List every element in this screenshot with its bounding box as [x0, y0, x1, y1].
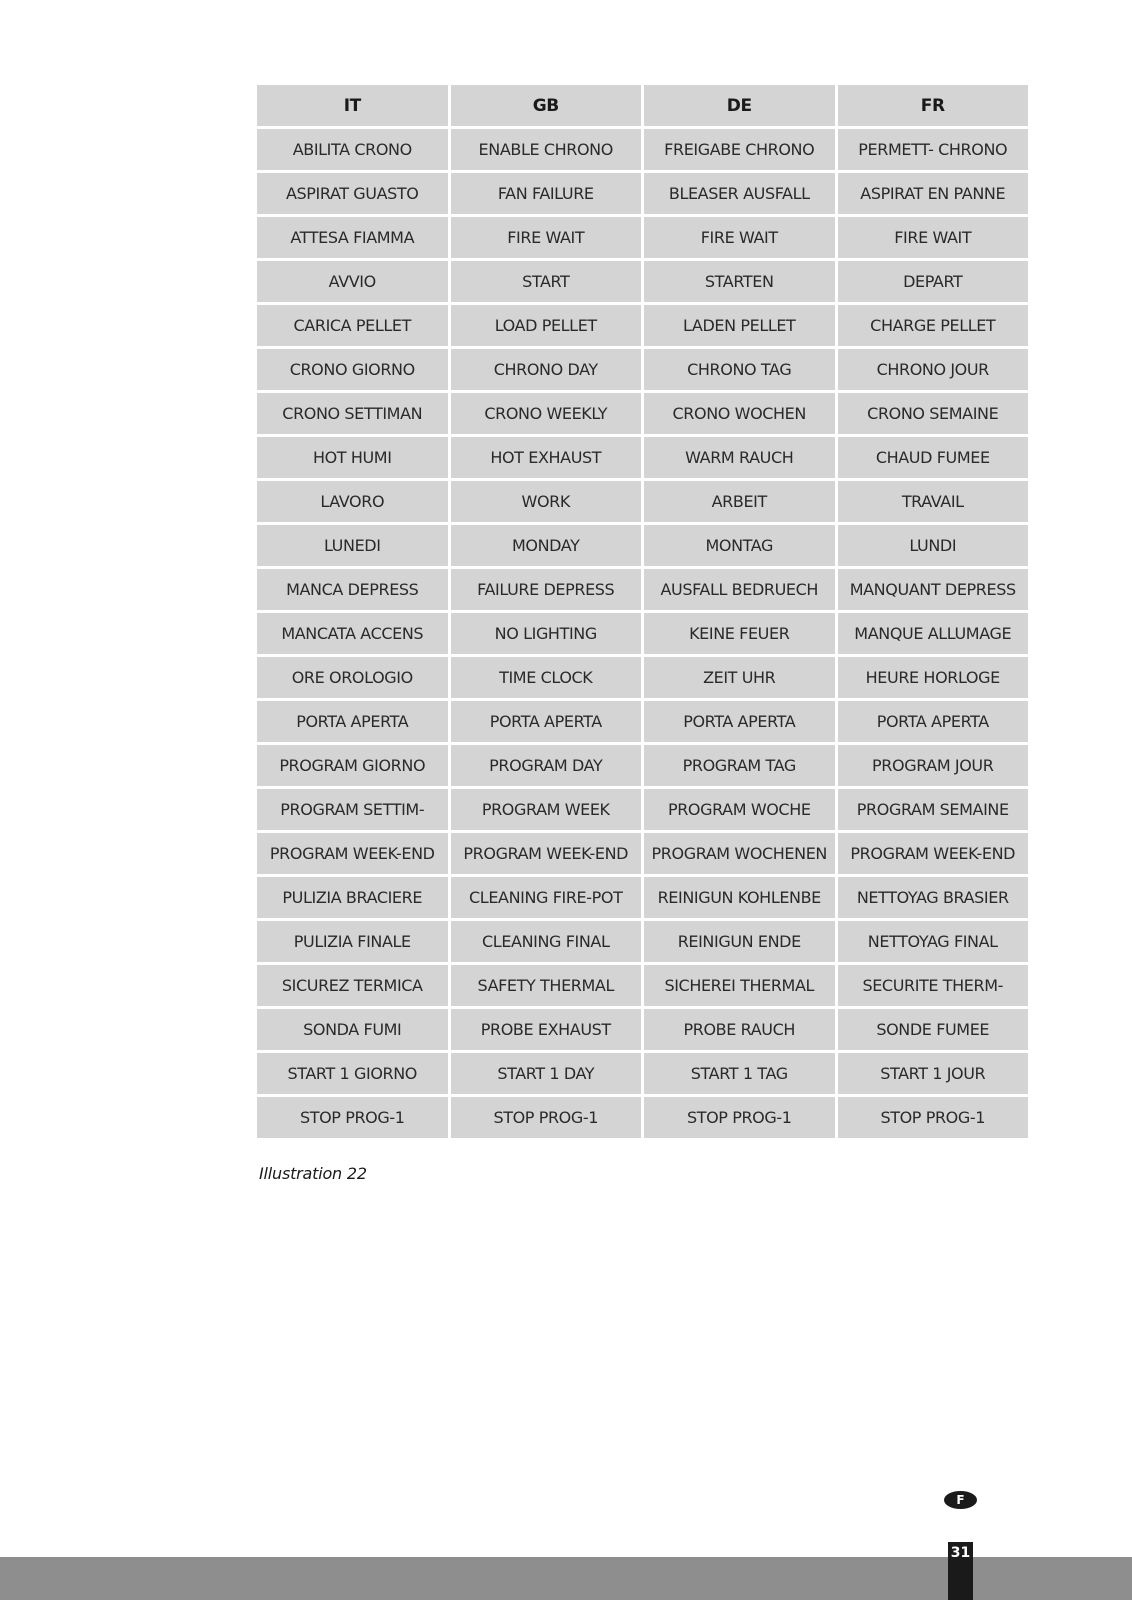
cell-de: PORTA APERTA	[644, 701, 835, 742]
cell-fr: PROGRAM SEMAINE	[838, 789, 1029, 830]
cell-de: SICHEREI THERMAL	[644, 965, 835, 1006]
cell-gb: PROGRAM WEEK	[451, 789, 642, 830]
cell-fr: NETTOYAG FINAL	[838, 921, 1029, 962]
cell-it: PROGRAM SETTIM-	[257, 789, 448, 830]
cell-gb: START 1 DAY	[451, 1053, 642, 1094]
table-row	[257, 921, 1028, 962]
cell-it: LUNEDI	[257, 525, 448, 566]
cell-gb: PORTA APERTA	[451, 701, 642, 742]
cell-it: PULIZIA FINALE	[257, 921, 448, 962]
cell-fr: CHAUD FUMEE	[838, 437, 1029, 478]
table-row	[257, 965, 1028, 1006]
cell-de: FREIGABE CHRONO	[644, 129, 835, 170]
cell-de: REINIGUN KOHLENBE	[644, 877, 835, 918]
cell-gb: MONDAY	[451, 525, 642, 566]
translation-table	[254, 82, 1031, 1141]
table-row	[257, 261, 1028, 302]
cell-de: AUSFALL BEDRUECH	[644, 569, 835, 610]
cell-fr: HEURE HORLOGE	[838, 657, 1029, 698]
table-row	[257, 481, 1028, 522]
cell-de: ZEIT UHR	[644, 657, 835, 698]
cell-gb: SAFETY THERMAL	[451, 965, 642, 1006]
cell-fr: DEPART	[838, 261, 1029, 302]
cell-it: ORE OROLOGIO	[257, 657, 448, 698]
header-gb: GB	[451, 85, 642, 126]
cell-fr: CRONO SEMAINE	[838, 393, 1029, 434]
cell-fr: PERMETT- CHRONO	[838, 129, 1029, 170]
table-row	[257, 657, 1028, 698]
cell-fr: PORTA APERTA	[838, 701, 1029, 742]
illustration-caption: Illustration 22	[259, 1164, 367, 1183]
cell-de: FIRE WAIT	[644, 217, 835, 258]
cell-it: MANCATA ACCENS	[257, 613, 448, 654]
table-row	[257, 393, 1028, 434]
table-row	[257, 569, 1028, 610]
header-de: DE	[644, 85, 835, 126]
cell-de: LADEN PELLET	[644, 305, 835, 346]
table-row	[257, 1009, 1028, 1050]
cell-de: PROGRAM TAG	[644, 745, 835, 786]
cell-it: CARICA PELLET	[257, 305, 448, 346]
table-row	[257, 349, 1028, 390]
cell-gb: PROBE EXHAUST	[451, 1009, 642, 1050]
cell-de: KEINE FEUER	[644, 613, 835, 654]
table-row	[257, 525, 1028, 566]
cell-it: LAVORO	[257, 481, 448, 522]
cell-gb: NO LIGHTING	[451, 613, 642, 654]
cell-gb: ENABLE CHRONO	[451, 129, 642, 170]
table-row	[257, 1097, 1028, 1138]
cell-it: PULIZIA BRACIERE	[257, 877, 448, 918]
header-fr: FR	[838, 85, 1029, 126]
cell-fr: CHRONO JOUR	[838, 349, 1029, 390]
header-it: IT	[257, 85, 448, 126]
cell-gb: FIRE WAIT	[451, 217, 642, 258]
cell-it: ABILITA CRONO	[257, 129, 448, 170]
table-row	[257, 789, 1028, 830]
cell-de: CRONO WOCHEN	[644, 393, 835, 434]
cell-gb: CLEANING FINAL	[451, 921, 642, 962]
cell-de: MONTAG	[644, 525, 835, 566]
cell-it: ATTESA FIAMMA	[257, 217, 448, 258]
cell-fr: NETTOYAG BRASIER	[838, 877, 1029, 918]
table-row	[257, 305, 1028, 346]
cell-it: PORTA APERTA	[257, 701, 448, 742]
cell-gb: LOAD PELLET	[451, 305, 642, 346]
cell-de: BLEASER AUSFALL	[644, 173, 835, 214]
cell-it: SONDA FUMI	[257, 1009, 448, 1050]
cell-de: REINIGUN ENDE	[644, 921, 835, 962]
cell-de: PROBE RAUCH	[644, 1009, 835, 1050]
cell-fr: STOP PROG-1	[838, 1097, 1029, 1138]
cell-gb: WORK	[451, 481, 642, 522]
table-row	[257, 1053, 1028, 1094]
cell-gb: CLEANING FIRE-POT	[451, 877, 642, 918]
table-row	[257, 877, 1028, 918]
cell-fr: PROGRAM JOUR	[838, 745, 1029, 786]
table-body	[257, 129, 1028, 1138]
cell-de: STARTEN	[644, 261, 835, 302]
cell-de: WARM RAUCH	[644, 437, 835, 478]
table-row	[257, 745, 1028, 786]
cell-gb: TIME CLOCK	[451, 657, 642, 698]
table-row	[257, 833, 1028, 874]
cell-gb: FAN FAILURE	[451, 173, 642, 214]
cell-de: ARBEIT	[644, 481, 835, 522]
cell-fr: CHARGE PELLET	[838, 305, 1029, 346]
cell-fr: SECURITE THERM-	[838, 965, 1029, 1006]
cell-it: CRONO GIORNO	[257, 349, 448, 390]
table-row	[257, 701, 1028, 742]
cell-it: STOP PROG-1	[257, 1097, 448, 1138]
cell-fr: START 1 JOUR	[838, 1053, 1029, 1094]
cell-it: CRONO SETTIMAN	[257, 393, 448, 434]
table-row	[257, 613, 1028, 654]
cell-de: PROGRAM WOCHENEN	[644, 833, 835, 874]
table-row	[257, 217, 1028, 258]
cell-it: PROGRAM WEEK-END	[257, 833, 448, 874]
table-header	[257, 85, 1028, 126]
cell-gb: HOT EXHAUST	[451, 437, 642, 478]
cell-gb: START	[451, 261, 642, 302]
cell-it: HOT HUMI	[257, 437, 448, 478]
cell-gb: CHRONO DAY	[451, 349, 642, 390]
table-row	[257, 173, 1028, 214]
cell-gb: CRONO WEEKLY	[451, 393, 642, 434]
cell-it: START 1 GIORNO	[257, 1053, 448, 1094]
cell-fr: ASPIRAT EN PANNE	[838, 173, 1029, 214]
cell-fr: SONDE FUMEE	[838, 1009, 1029, 1050]
cell-fr: TRAVAIL	[838, 481, 1029, 522]
cell-de: START 1 TAG	[644, 1053, 835, 1094]
table-row	[257, 129, 1028, 170]
cell-it: PROGRAM GIORNO	[257, 745, 448, 786]
header-row	[257, 85, 1028, 126]
page-number: 31	[948, 1542, 973, 1600]
cell-fr: LUNDI	[838, 525, 1029, 566]
cell-de: CHRONO TAG	[644, 349, 835, 390]
cell-it: SICUREZ TERMICA	[257, 965, 448, 1006]
cell-fr: MANQUE ALLUMAGE	[838, 613, 1029, 654]
cell-fr: FIRE WAIT	[838, 217, 1029, 258]
table-row	[257, 437, 1028, 478]
cell-it: ASPIRAT GUASTO	[257, 173, 448, 214]
cell-de: STOP PROG-1	[644, 1097, 835, 1138]
cell-gb: STOP PROG-1	[451, 1097, 642, 1138]
cell-it: AVVIO	[257, 261, 448, 302]
cell-fr: PROGRAM WEEK-END	[838, 833, 1029, 874]
cell-it: MANCA DEPRESS	[257, 569, 448, 610]
cell-gb: FAILURE DEPRESS	[451, 569, 642, 610]
cell-fr: MANQUANT DEPRESS	[838, 569, 1029, 610]
cell-de: PROGRAM WOCHE	[644, 789, 835, 830]
cell-gb: PROGRAM DAY	[451, 745, 642, 786]
language-badge: F	[944, 1491, 977, 1509]
cell-gb: PROGRAM WEEK-END	[451, 833, 642, 874]
